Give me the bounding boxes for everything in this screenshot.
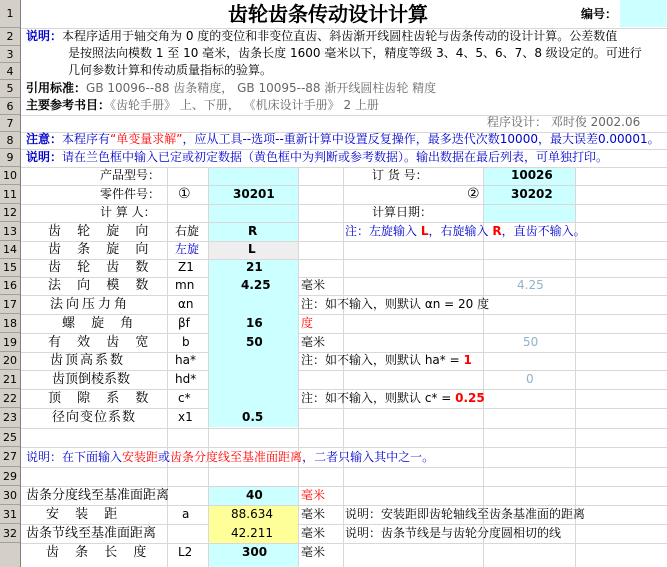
row-number[interactable]: 3	[0, 46, 20, 63]
hand-note: ，右旋输入	[428, 224, 493, 238]
part-label: 零件件号：	[100, 187, 161, 201]
bottom-symbol: a	[182, 507, 190, 521]
bottom-value[interactable]: 40	[246, 488, 263, 502]
param-value: L	[248, 242, 256, 256]
row-number[interactable]: 17	[0, 295, 20, 314]
param-value[interactable]: R	[248, 224, 258, 238]
hand-note-l: L	[420, 224, 429, 238]
input-note-datum: 齿条分度线至基准面距离	[170, 450, 303, 464]
bottom-unit: 毫米	[301, 507, 326, 521]
param-name: 齿顶倒棱系数	[52, 372, 131, 387]
desc-label: 说明：	[26, 29, 63, 43]
param-value[interactable]: 50	[246, 335, 263, 349]
param-value[interactable]: 21	[246, 260, 263, 274]
param-name: 法向压力角	[50, 297, 131, 312]
row-number[interactable]: 22	[0, 389, 20, 408]
row-number[interactable]: 11	[0, 185, 20, 204]
row-number[interactable]: 18	[0, 314, 20, 333]
calc-date-input[interactable]	[484, 205, 575, 222]
param-symbol: ha*	[175, 353, 196, 367]
param-ref-value: 4.25	[517, 278, 544, 292]
serial-input[interactable]	[620, 0, 667, 27]
row-number[interactable]: 23	[0, 408, 20, 428]
param-name: 螺 旋 角	[62, 316, 140, 331]
row-number[interactable]: 9	[0, 149, 20, 167]
row-number[interactable]: 32	[0, 524, 20, 543]
row-number[interactable]: 19	[0, 333, 20, 352]
bottom-name: 安 装 距	[46, 507, 124, 522]
bottom-value: 88.634	[231, 507, 273, 521]
part-no-2: 30202	[511, 187, 553, 201]
param-name: 径向变位系数	[52, 410, 137, 425]
input-note-install: 安装距	[122, 450, 159, 464]
row-number[interactable]: 10	[0, 167, 20, 185]
param-ref-value: 0	[526, 372, 534, 386]
param-name: 法 向 模 数	[48, 278, 155, 293]
param-ref-value: 50	[523, 335, 539, 349]
page-title: 齿轮齿条传动设计计算	[228, 2, 428, 26]
param-symbol: mn	[175, 278, 195, 292]
param-name: 齿 轮 旋 向	[48, 224, 155, 239]
param-name: 齿顶高系数	[50, 353, 126, 368]
order-no: 10026	[511, 168, 553, 182]
row-number[interactable]: 29	[0, 467, 20, 486]
ref-label: 引用标准：	[26, 81, 87, 95]
alpha-default-note: 注：如不输入，则默认 αn = 20 度	[301, 297, 490, 311]
c-default-value: 0.25	[455, 391, 485, 405]
param-value[interactable]: 4.25	[241, 278, 271, 292]
row-number[interactable]: 16	[0, 277, 20, 295]
row-number[interactable]: 6	[0, 98, 20, 115]
param-name: 齿 轮 齿 数	[48, 260, 155, 275]
note-text1: 本程序有	[62, 132, 111, 146]
note-text3: ，应从工具--选项--重新计算中设置反复操作，最多迭代次数10000，最大误差0.00001。	[182, 132, 660, 146]
bottom-name: 齿条分度线至基准面距离	[26, 488, 170, 503]
param-unit: 毫米	[301, 278, 326, 292]
bottom-note: 说明：齿条节线是与齿轮分度圆相切的线	[345, 526, 562, 540]
bottom-unit: 毫米	[301, 526, 326, 540]
row-number[interactable]: 21	[0, 370, 20, 389]
param-symbol: b	[182, 335, 190, 349]
param-name: 顶 隙 系 数	[48, 391, 155, 406]
input-note: 或	[158, 450, 171, 464]
bottom-name: 齿 条 长 度	[46, 545, 153, 560]
hand-note-r: R	[492, 224, 502, 238]
row-number[interactable]: 27	[0, 447, 20, 467]
product-model-input[interactable]	[209, 168, 298, 185]
param-symbol: x1	[178, 410, 193, 424]
books-text: 《齿轮手册》 上、下册， 《机床设计手册》 2 上册	[110, 98, 379, 112]
books-label: 主要参考书目：	[26, 98, 111, 112]
hand-note: ，直齿不输入。	[501, 224, 586, 238]
bottom-name: 齿条节线至基准面距离	[26, 526, 157, 541]
param-symbol: αn	[178, 297, 194, 311]
param-symbol: Z1	[178, 260, 194, 274]
ref-text: GB 10096--88 齿条精度， GB 10095--88 渐开线圆柱齿轮 精度	[86, 81, 437, 95]
serial-label: 编号：	[581, 7, 618, 21]
row-number[interactable]: 13	[0, 222, 20, 241]
bottom-note: 说明：安装距即齿轮轴线至齿条基准面的距离	[345, 507, 586, 521]
bottom-unit: 毫米	[301, 545, 326, 559]
c-default-note: 注：如不输入，则默认 c* =	[301, 391, 456, 405]
row-number[interactable]: 7	[0, 115, 20, 132]
param-unit: 毫米	[301, 335, 326, 349]
note-text2: “单变量求解”	[110, 132, 183, 146]
note-label: 注意：	[26, 132, 63, 146]
ha-default-note: 注：如不输入，则默认 ha* =	[301, 353, 464, 367]
row-number[interactable]: 30	[0, 486, 20, 505]
param-name: 有 效 齿 宽	[48, 335, 155, 350]
param-symbol: 右旋	[175, 224, 200, 238]
row-number[interactable]: 14	[0, 241, 20, 259]
row-number[interactable]: 8	[0, 132, 20, 149]
instruct-label: 说明：	[26, 150, 63, 164]
row-number[interactable]: 15	[0, 259, 20, 277]
desc-line2: 是按照法向模数 1 至 10 毫米，齿条长度 1600 毫米以下，精度等级 3、4、5、6、7、8 级设定的。可进行	[68, 46, 642, 60]
row-number[interactable]: 12	[0, 204, 20, 222]
param-value[interactable]: 16	[246, 316, 263, 330]
bottom-value[interactable]: 300	[242, 545, 268, 559]
param-symbol: 左旋	[175, 242, 200, 256]
input-note: ，二者只输入其中之一。	[302, 450, 435, 464]
desc-line3: 几何参数计算和传动质量指标的验算。	[68, 63, 273, 77]
calc-by-label: 计 算 人：	[100, 205, 156, 219]
product-label: 产品型号：	[100, 168, 161, 182]
row-number[interactable]: 31	[0, 505, 20, 524]
row-number[interactable]: 5	[0, 80, 20, 98]
hand-note: 注：左旋输入	[345, 224, 421, 238]
bottom-value: 42.211	[231, 526, 273, 540]
param-symbol: βf	[178, 316, 190, 330]
ha-default-value: 1	[463, 353, 472, 367]
designer-credit: 程序设计： 邓时俊 2002.06	[487, 115, 641, 129]
circle-1: ①	[178, 186, 191, 202]
param-value[interactable]: 0.5	[242, 410, 264, 424]
input-note: 说明：在下面输入	[26, 450, 123, 464]
param-unit: 度	[301, 316, 314, 330]
bottom-symbol: L2	[178, 545, 193, 559]
instruct-text: 请在兰色框中输入已定或初定数据（黄色框中为判断或参考数据）。输出数据在最后列表，可单独打印。	[62, 150, 609, 164]
row-number[interactable]: 4	[0, 63, 20, 80]
desc-line1: 本程序适用于轴交角为 0 度的变位和非变位直齿、斜齿渐开线圆柱齿轮与齿条传动的设计计算。公差数值	[62, 29, 618, 43]
row-number[interactable]: 20	[0, 352, 20, 370]
bottom-unit: 毫米	[301, 488, 326, 502]
row-number[interactable]	[0, 543, 20, 567]
calc-by-input[interactable]	[209, 205, 298, 222]
param-symbol: c*	[178, 391, 191, 405]
param-name: 齿 条 旋 向	[48, 242, 155, 257]
part-no-1: 30201	[233, 187, 275, 201]
row-number[interactable]: 1	[0, 0, 20, 28]
param-symbol: hd*	[175, 372, 197, 386]
row-number[interactable]: 2	[0, 28, 20, 46]
row-number[interactable]: 25	[0, 428, 20, 447]
calc-date-label: 计算日期：	[372, 205, 433, 219]
order-label: 订 货 号：	[372, 168, 428, 182]
circle-2: ②	[467, 186, 480, 202]
